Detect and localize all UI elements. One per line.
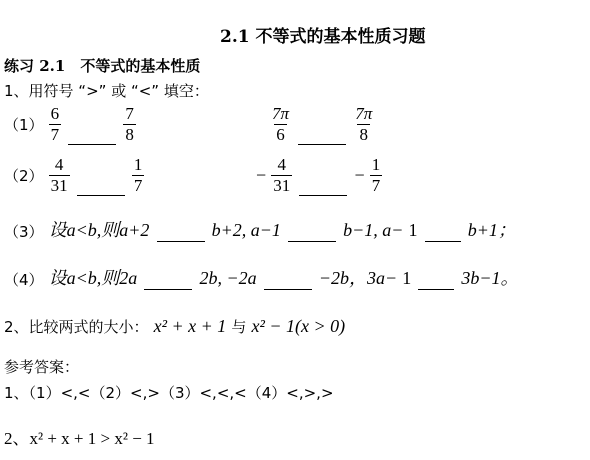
math-text: b+2, a−1 (211, 220, 281, 240)
fraction: $\frac{6}{7}$ (50, 104, 60, 144)
item-label: （1） (4, 116, 44, 134)
q1-item1 (4, 104, 136, 145)
answer-blank[interactable] (264, 275, 312, 290)
minus-sign: − (256, 165, 267, 185)
math-text: x² + x + 1 (153, 316, 227, 336)
fraction: $\frac{7\pi}{8}$ (355, 104, 373, 144)
fraction: $\frac{4}{31}$ (50, 155, 68, 195)
q2 (4, 316, 345, 337)
q1-item1-right (270, 104, 374, 145)
math-text: −2b，3a− (318, 268, 398, 288)
join-text: 与 (231, 318, 247, 336)
fraction: $\frac{7}{8}$ (125, 104, 134, 144)
math-text: x² − 1(x > 0) (251, 316, 346, 336)
q1-item3 (4, 216, 516, 242)
fraction: $\frac{4}{31}$ (273, 155, 291, 195)
q2-prompt: 2、比较两式的大小： (4, 318, 149, 336)
answers-header: 参考答案： (4, 358, 80, 376)
math-text: b+1； (467, 220, 516, 240)
fraction: $\frac{7\pi}{6}$ (272, 104, 290, 144)
math-text: 设a<b,则a+2 (48, 220, 150, 240)
section-subtitle: 练习 2.1 不等式的基本性质 (4, 57, 201, 75)
math-text: 3b−1。 (461, 268, 519, 288)
page-title: 2.1 不等式的基本性质习题 (220, 27, 426, 47)
answer-blank[interactable] (288, 227, 336, 242)
q1-prompt: 1、用符号 “>” 或 “<” 填空： (4, 82, 209, 100)
answer-blank[interactable] (298, 130, 346, 145)
math-text: 2b, −2a (199, 268, 257, 288)
q1-item2-right (256, 155, 382, 196)
answer-2: 2、x² + x + 1 > x² − 1 (4, 429, 155, 448)
math-text: 1 (408, 220, 418, 240)
answer-blank[interactable] (144, 275, 192, 290)
math-text: b−1, a− (343, 220, 404, 240)
fraction: $\frac{1}{7}$ (371, 155, 381, 195)
answer-1: 1、（1）<,<（2）<,>（3）<,<,<（4）<,>,> (4, 384, 334, 402)
answer-blank[interactable] (418, 275, 454, 290)
fraction: $\frac{1}{7}$ (133, 155, 143, 195)
math-text: 1 (402, 268, 412, 288)
answer-blank[interactable] (425, 227, 461, 242)
answer-blank[interactable] (299, 181, 347, 196)
math-text: 设a<b,则2a (48, 268, 138, 288)
item-label: （4） (4, 271, 44, 289)
minus-sign: − (354, 165, 365, 185)
item-label: （2） (4, 167, 44, 185)
q1-item2 (4, 155, 144, 196)
answer-blank[interactable] (68, 130, 116, 145)
item-label: （3） (4, 223, 44, 241)
answer-blank[interactable] (157, 227, 205, 242)
q1-item4 (4, 264, 519, 290)
answer-blank[interactable] (77, 181, 125, 196)
